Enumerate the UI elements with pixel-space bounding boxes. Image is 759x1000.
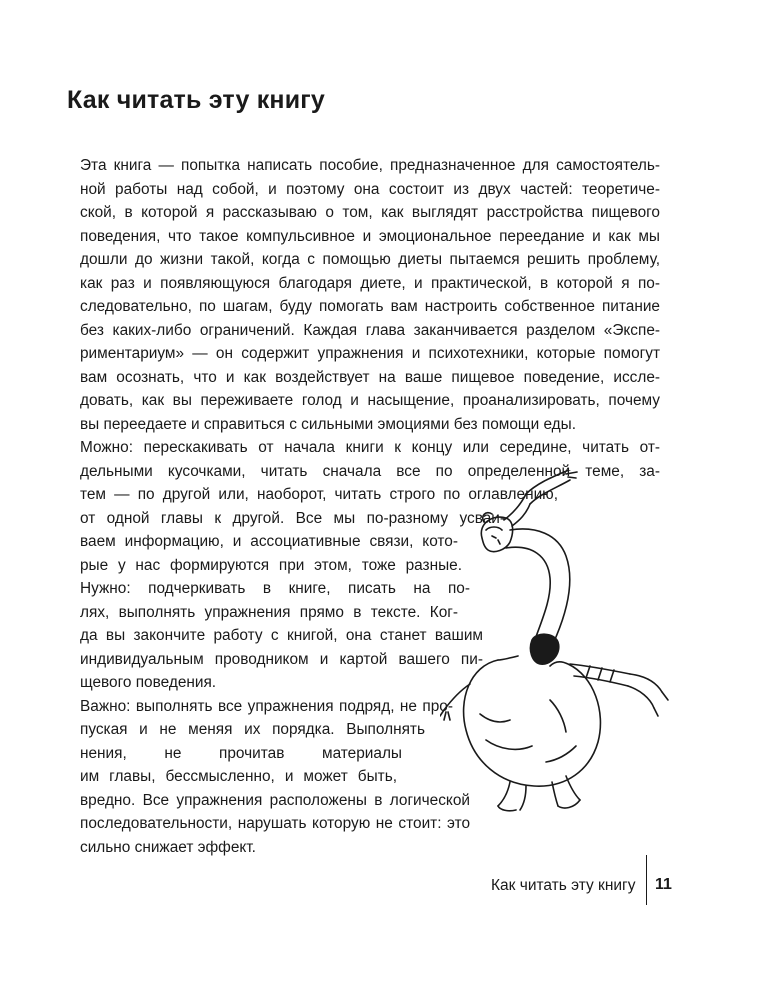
text-line: как раз и появляющуюся благодаря диете, и практической, в которой я по- [80,274,660,292]
text-line: поведения, что такое компульсивное и эмоциональное переедание и как мы [80,227,660,245]
text-line: риментариум» — он содержит упражнения и психотехники, которые помогут [80,345,660,362]
text-line: индивидуальным проводником и картой вашего пи- [80,650,483,668]
text-line: пуская и не меняя их порядка. Выполнять [80,721,425,738]
footer-divider [646,855,647,905]
running-title: Как читать эту книгу [491,877,636,894]
text-line: довать, как вы переживаете голод и насыщение, проанализировать, почему [80,392,660,409]
text-line: рые у нас формируются при этом, тоже разные. [80,556,462,574]
text-line: щевого поведения. [80,674,217,691]
text-line: ной работы над собой, и поэтому она состоит из двух частей: теоретиче- [80,180,660,198]
illustration-figure [440,470,670,815]
page-number: 11 [655,876,672,893]
text-line: нения, не прочитав материалы [80,744,402,762]
text-line: вы переедаете и справиться с сильными эмоциями без помощи еды. [80,415,576,433]
text-line: Нужно: подчеркивать в книге, писать на по- [80,580,470,597]
text-line: Можно: перескакивать от начала книги к концу или середине, читать от- [80,439,660,456]
text-line: ваем информацию, и ассоциативные связи, кото- [80,533,458,550]
text-line: да вы закончите работу с книгой, она станет вашим [80,627,483,644]
text-line: им главы, бессмысленно, и может быть, [80,768,397,785]
text-line: лях, выполнять упражнения прямо в тексте. Ког- [80,603,458,621]
text-line: ской, в которой я рассказываю о том, как выглядят расстройства пищевого [80,204,660,221]
text-line: дельными кусочками, читать сначала все по определенной теме, за- [80,462,660,480]
text-line: тем — по другой или, наоборот, читать строго по оглавлению, [80,486,558,503]
text-line: Важно: выполнять все упражнения подряд, не про- [80,697,453,715]
text-line: вам осознать, что и как воздействует на ваше пищевое поведение, иссле- [80,368,660,386]
text-line: от одной главы к другой. Все мы по-разному усваи- [80,509,505,527]
text-line: Эта книга — попытка написать пособие, предназначенное для самостоятель- [80,157,660,174]
text-line: вредно. Все упражнения расположены в логической [80,791,470,809]
text-line: без каких-либо ограничений. Каждая глава заканчивается разделом «Экспе- [80,321,660,339]
text-line: последовательности, нарушать которую не стоит: это [80,815,470,832]
text-line: дошли до жизни такой, когда с помощью диеты пытаемся решить проблему, [80,251,660,268]
text-line: следовательно, по шагам, буду помогать вам настроить собственное питание [80,298,660,315]
text-line: сильно снижает эффект. [80,838,256,856]
page-title: Как читать эту книгу [67,86,326,114]
